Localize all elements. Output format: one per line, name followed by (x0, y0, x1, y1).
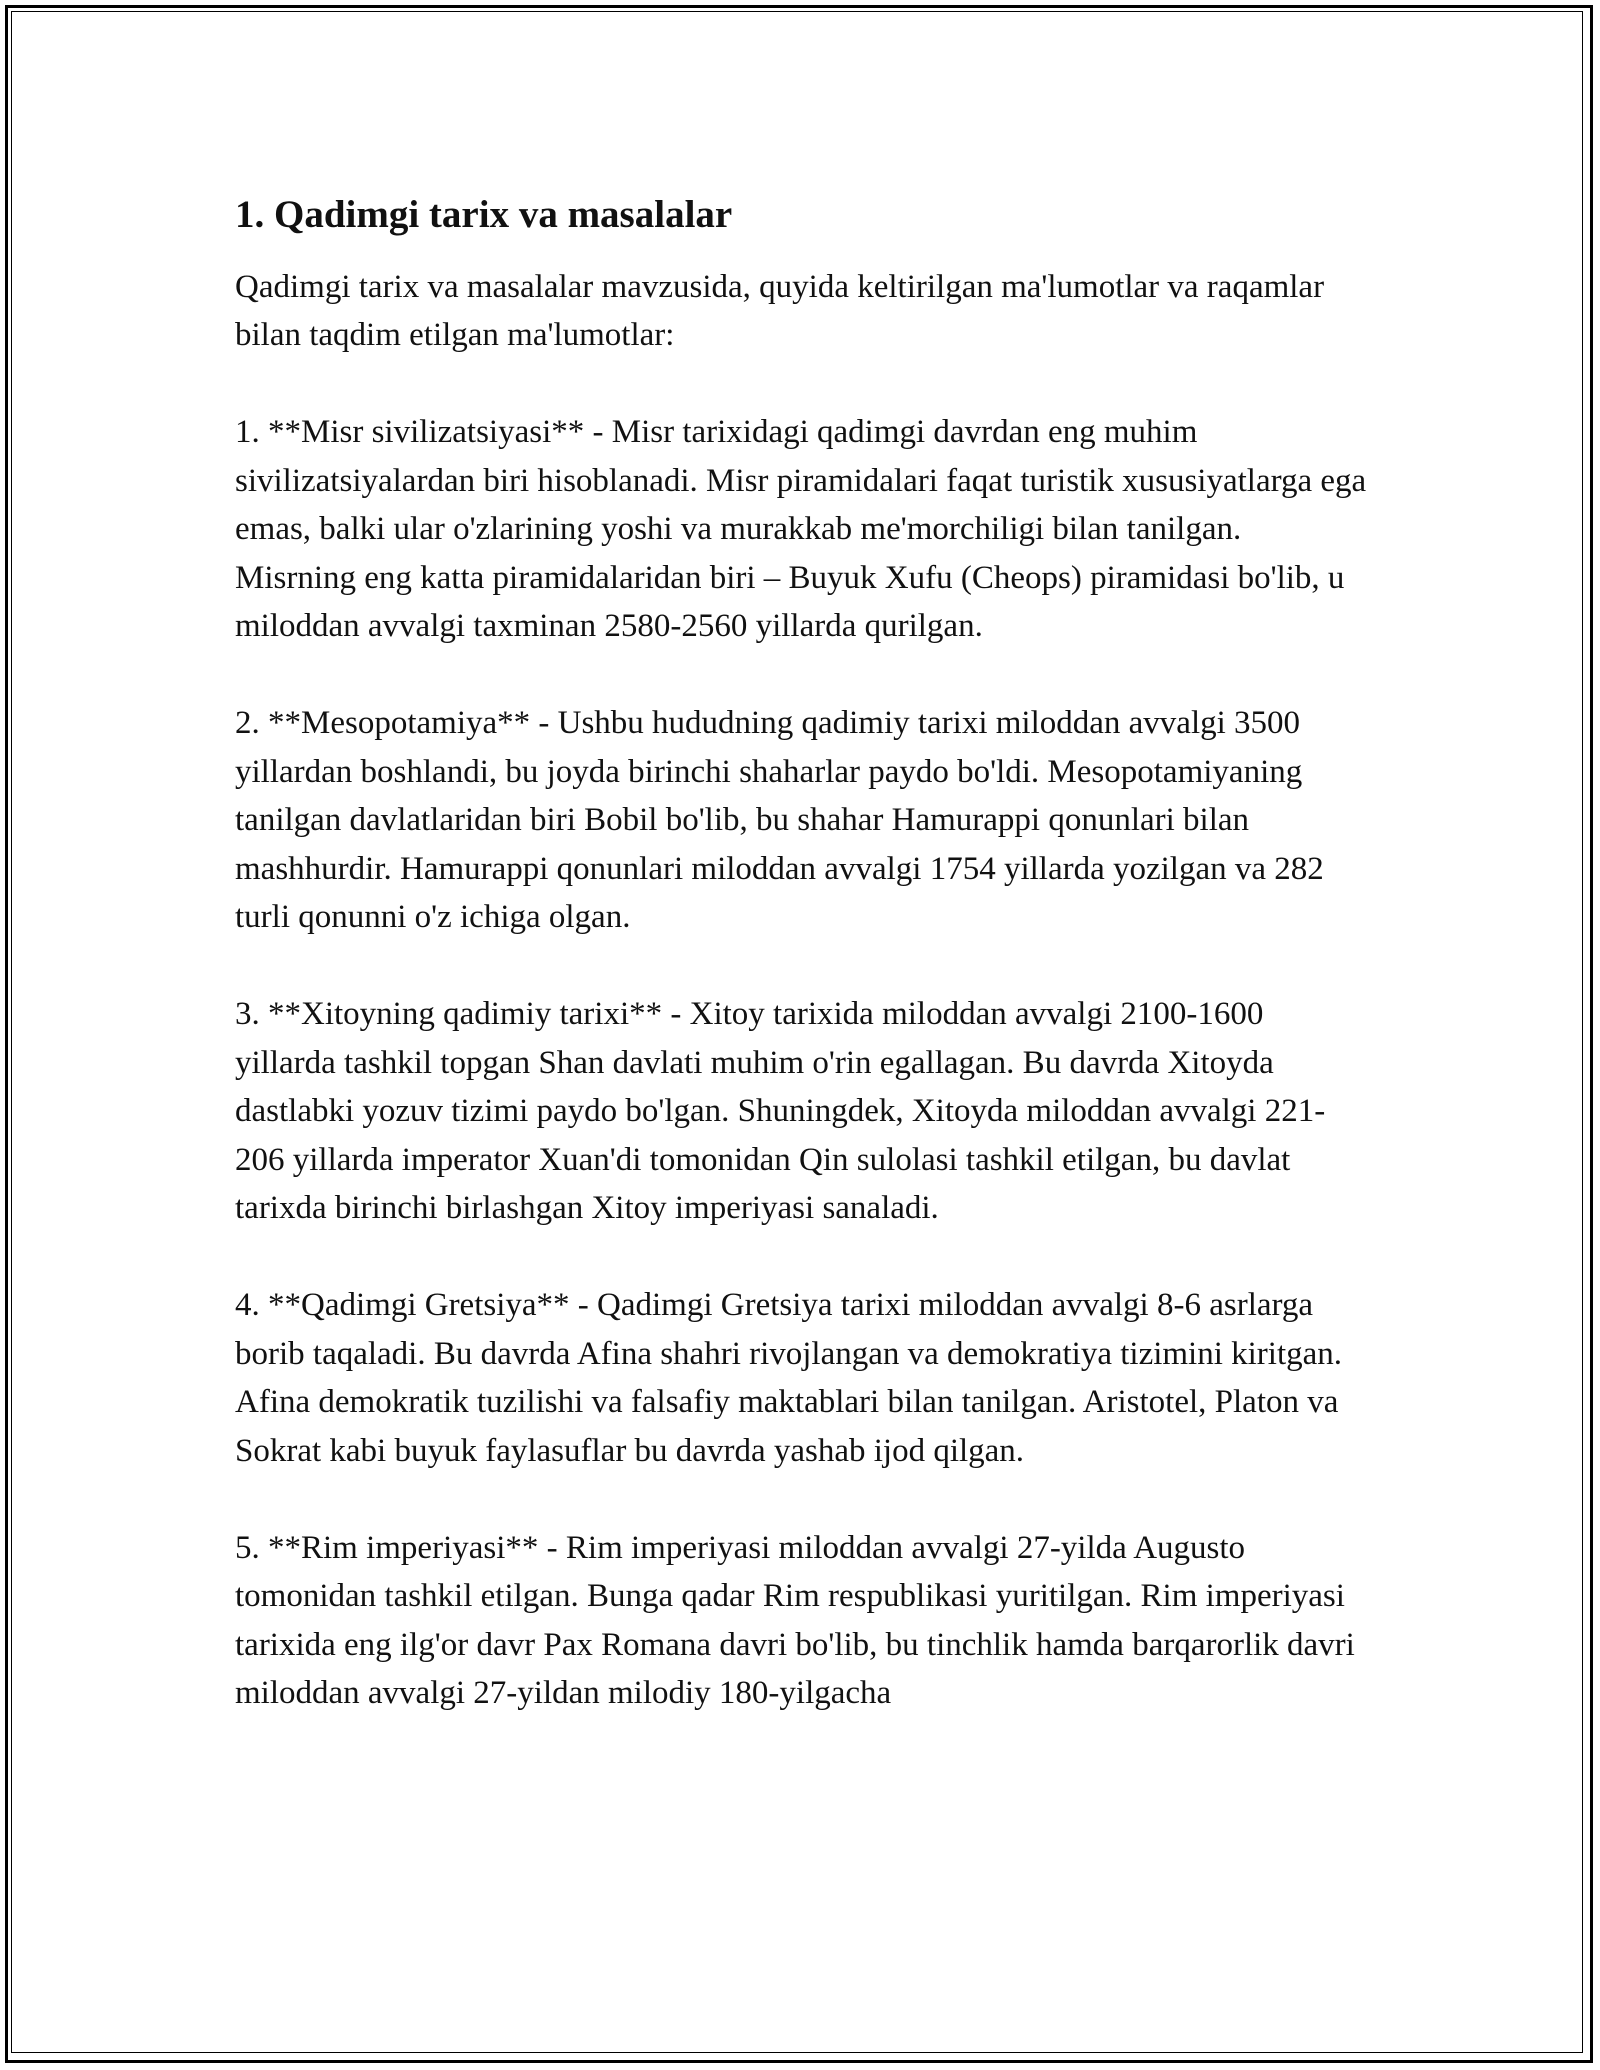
paragraph-greece: 4. **Qadimgi Gretsiya** - Qadimgi Gretsiya tarixi miloddan avvalgi 8-6 asrlarga borib taqaladi. Bu davrda Afina shahri rivojlangan va demokratiya tizimini kiritgan. Afina demokratik tuzilishi va falsafiy maktablari bilan tanilgan. Aristotel, Platon va Sokrat kabi buyuk faylasuflar bu davrda yashab ijod qilgan. (235, 1287, 1343, 1469)
paragraph-mesopotamia: 2. **Mesopotamiya** - Ushbu hududning qadimiy tarixi miloddan avvalgi 3500 yillardan boshlandi, bu joyda birinchi shaharlar paydo bo'ldi. Mesopotamiyaning tanilgan davlatlaridan biri Bobil bo'lib, bu shahar Hamurappi qonunlari bilan mashhurdir. Hamurappi qonunlari miloddan avvalgi 1754 yillarda yozilgan va 282 turli qonunni o'z ichiga olgan. (235, 705, 1324, 936)
paragraph-rome: 5. **Rim imperiyasi** - Rim imperiyasi miloddan avvalgi 27-yilda Augusto tomonidan tashkil etilgan. Bunga qadar Rim respublikasi yuritilgan. Rim imperiyasi tarixida eng ilg'or davr Pax Romana davri bo'lib, bu tinchlik hamda barqarorlik davri miloddan avvalgi 27-yildan milodiy 180-yilgacha (235, 1529, 1355, 1712)
intro-paragraph: Qadimgi tarix va masalalar mavzusida, quyida keltirilgan ma'lumotlar va raqamlar bilan taqdim etilgan ma'lumotlar: (235, 268, 1325, 354)
document-body (235, 180, 1370, 1766)
paragraph-egypt: 1. **Misr sivilizatsiyasi** - Misr tarixidagi qadimgi davrdan eng muhim sivilizatsiyalardan biri hisoblanadi. Misr piramidalari faqat turistik xususiyatlarga ega emas, balki ular o'zlarining yoshi va murakkab me'morchiligi bilan tanilgan. Misrning eng katta piramidalaridan biri – Buyuk Xufu (Cheops) piramidasi bo'lib, u miloddan avvalgi taxminan 2580-2560 yillarda qurilgan. (235, 414, 1367, 645)
paragraph-china: 3. **Xitoyning qadimiy tarixi** - Xitoy tarixida miloddan avvalgi 2100-1600 yillarda tashkil topgan Shan davlati muhim o'rin egallagan. Bu davrda Xitoyda dastlabki yozuv tizimi paydo bo'lgan. Shuningdek, Xitoyda miloddan avvalgi 221-206 yillarda imperator Xuan'di tomonidan Qin sulolasi tashkil etilgan, bu davlat tarixda birinchi birlashgan Xitoy imperiyasi sanaladi. (235, 996, 1326, 1227)
document-title: 1. Qadimgi tarix va masalalar (235, 193, 733, 236)
